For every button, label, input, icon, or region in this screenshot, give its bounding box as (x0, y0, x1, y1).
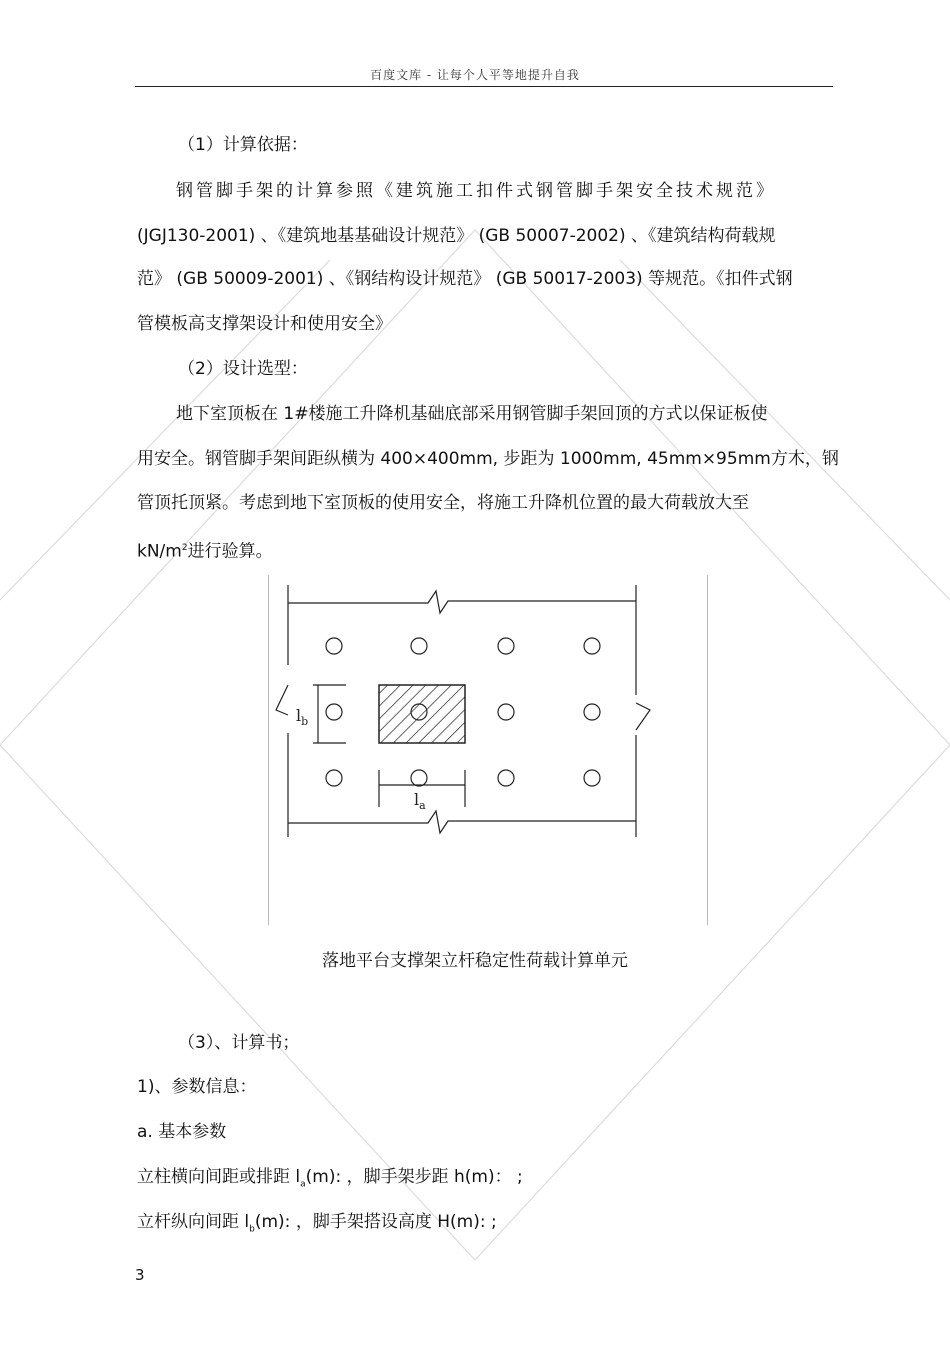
para1-line3: 范》 (GB 50009-2001) 、《钢结构设计规范》 (GB 50017-2003) 等规范。《扣件式钢 (137, 269, 793, 289)
para2-line4-rest: 进行验算。 (187, 541, 273, 562)
param-line-1 (137, 1166, 523, 1195)
page-number: 3 (135, 1266, 145, 1284)
param1-subscript: a (300, 1179, 306, 1190)
hoist-base-area (379, 685, 465, 743)
unit-superscript: 2 (181, 543, 188, 553)
break-mark-right (636, 703, 650, 730)
para2-line2: 用安全。钢管脚手架间距纵横为 400×400mm, 步距为 1000mm, 45mm×95mm方木，钢 (137, 449, 839, 469)
pole-circle (584, 704, 600, 720)
break-line-top (288, 591, 636, 613)
la-label: $l_a$ (414, 790, 426, 812)
param2-rest: (m): ，脚手架搭设高度 H(m): ; (254, 1212, 497, 1232)
unit-text: kN/m (137, 541, 182, 562)
para1-line1: 钢管脚手架的计算参照《建筑施工扣件式钢管脚手架安全技术规范》 (176, 181, 776, 201)
param2-subscript: b (249, 1224, 255, 1235)
para1-line2: (JGJ130-2001) 、《建筑地基基础设计规范》 (GB 50007-2002) 、《建筑结构荷载规 (137, 226, 776, 246)
pole-circle (498, 704, 514, 720)
param-line-2 (137, 1211, 497, 1240)
pole-circle (584, 770, 600, 786)
subsection-1: 1)、参数信息： (137, 1077, 257, 1097)
figure-caption: 落地平台支撑架立杆稳定性荷载计算单元 (322, 951, 628, 971)
para2-line4 (137, 537, 273, 563)
para2-line3: 管顶托顶紧。考虑到地下室顶板的使用安全，将施工升降机位置的最大荷载放大至 (137, 493, 749, 513)
header-rule (135, 86, 833, 87)
pole-circle (411, 638, 427, 654)
section-1-title: （1）计算依据： (178, 135, 308, 155)
pole-circle (498, 638, 514, 654)
watermark-line-right (620, 260, 950, 600)
break-mark-left (276, 685, 288, 715)
pole-circle (326, 638, 342, 654)
section-3-title: （3）、计算书； (178, 1033, 300, 1053)
support-layout-figure (268, 575, 710, 925)
pole-circle (326, 770, 342, 786)
para1-line4: 管模板高支撑架设计和使用安全》 (137, 314, 392, 334)
param1-rest: (m): ，脚手架步距 h(m)： ; (305, 1167, 523, 1187)
pole-circle (584, 638, 600, 654)
pole-circle (498, 770, 514, 786)
pole-circle (411, 770, 427, 786)
section-2-title: （2）设计选型： (178, 359, 308, 379)
running-header: 百度文库 - 让每个人平等地提升自我 (370, 68, 580, 82)
pole-circle (326, 704, 342, 720)
param2-label: 立杆纵向间距 l (137, 1212, 250, 1232)
subsection-a: a. 基本参数 (137, 1122, 227, 1142)
para2-line1: 地下室顶板在 1#楼施工升降机基础底部采用钢管脚手架回顶的方式以保证板使 (176, 404, 768, 424)
lb-label: $l_b$ (296, 706, 309, 728)
param1-label: 立柱横向间距或排距 l (137, 1167, 301, 1187)
break-line-bottom (288, 811, 636, 833)
